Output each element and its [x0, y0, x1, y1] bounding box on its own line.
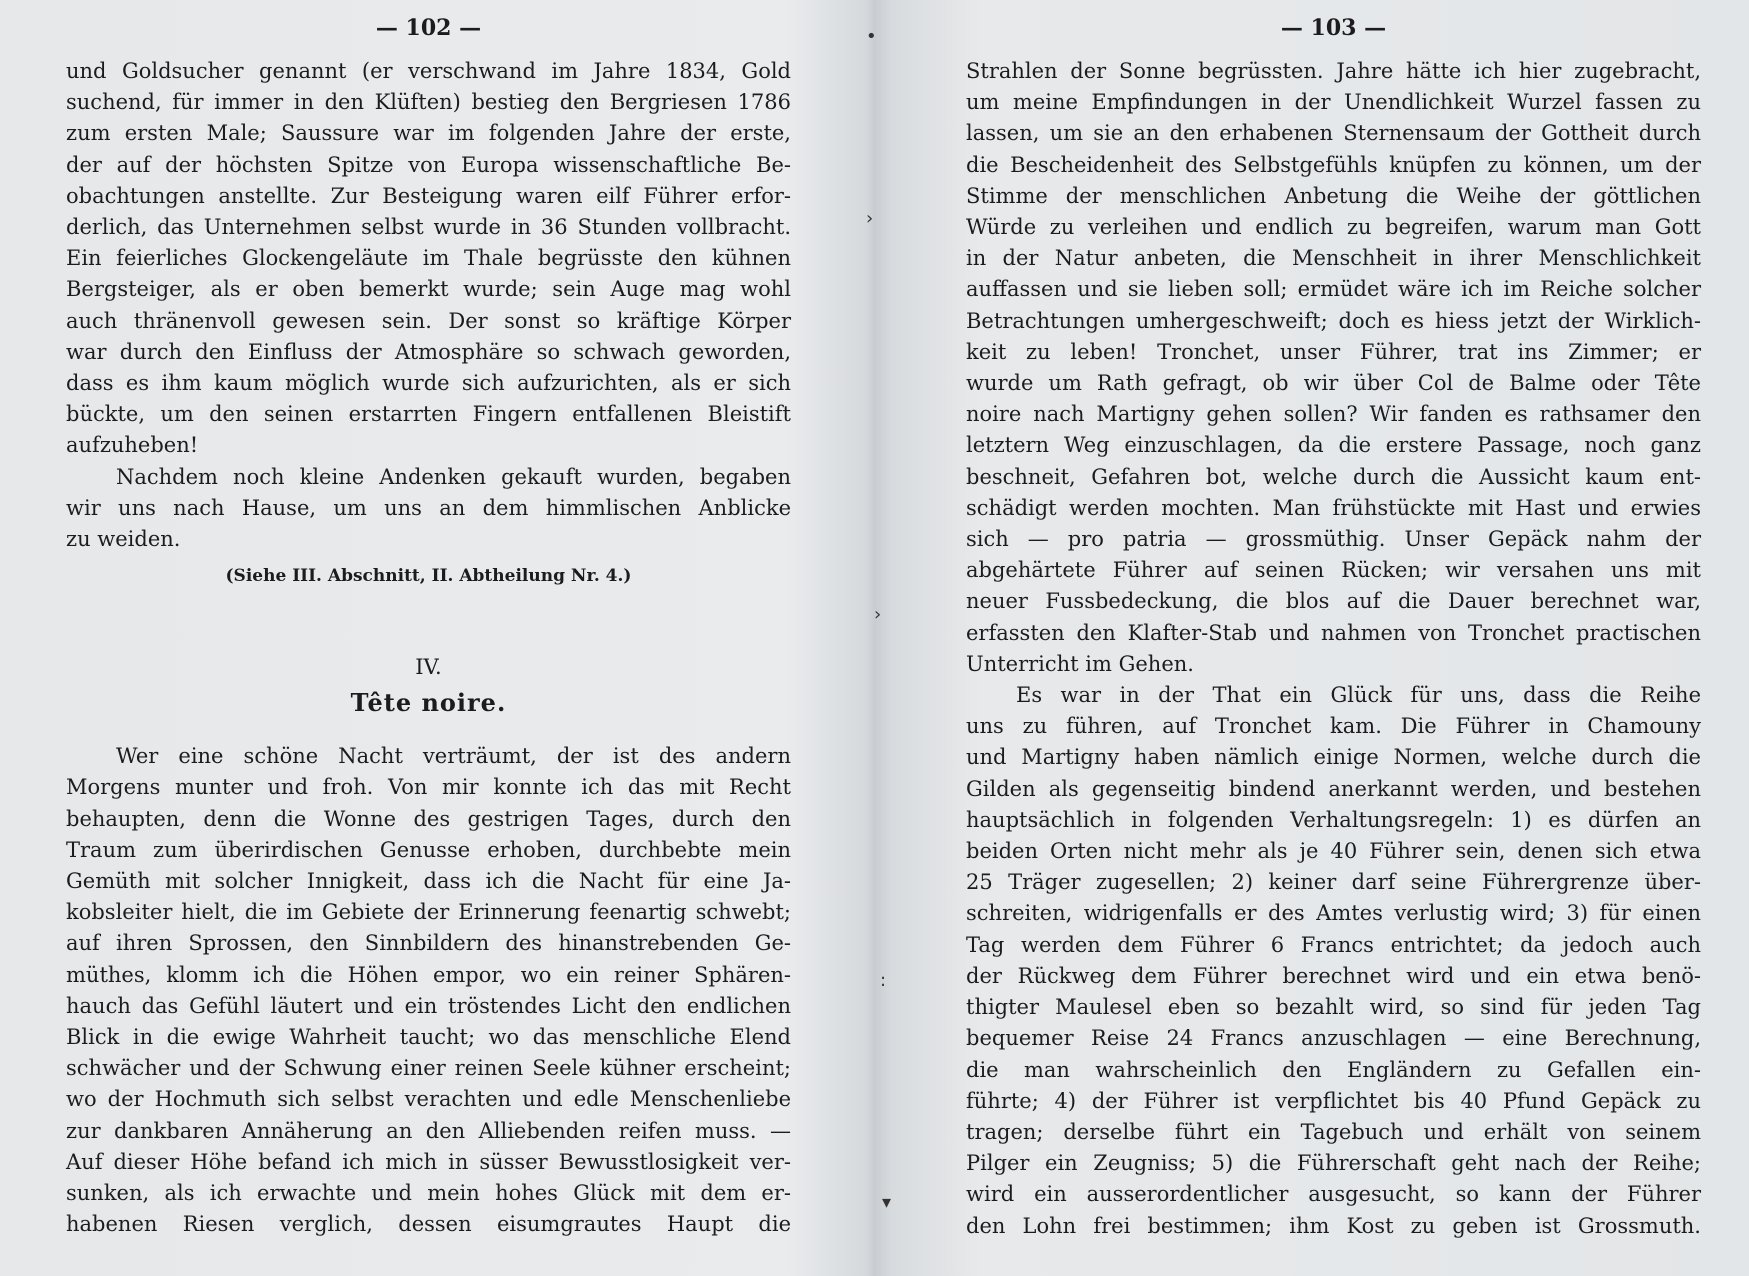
text-line: beschneit, Gefahren bot, welche durch die Aussicht kaum ent- — [966, 464, 1701, 489]
text-line: abgehärtete Führer auf seinen Rücken; wir versahen uns mit — [966, 558, 1701, 583]
text-line: 25 Träger zugesellen; 2) keiner darf seine Führergrenze über- — [966, 870, 1701, 895]
text-line: der auf der höchsten Spitze von Europa wissenschaftliche Be- — [66, 152, 791, 177]
text-line: aufzuheben! — [66, 433, 199, 458]
text-line: Würde zu verleihen und endlich zu begreifen, warum man Gott — [966, 215, 1701, 240]
text-line: Bergsteiger, als er oben bemerkt wurde; sein Auge mag wohl — [66, 277, 791, 302]
text-line: der Rückweg dem Führer berechnet wird und ein etwa benö- — [966, 963, 1701, 988]
text-line: tragen; derselbe führt ein Tagebuch und erhält von seinem — [966, 1119, 1701, 1144]
text-line: wo der Hochmuth sich selbst verachten und edle Menschenliebe — [66, 1087, 791, 1112]
paragraph — [66, 462, 791, 556]
text-line: zum ersten Male; Saussure war im folgenden Jahre der erste, — [66, 121, 791, 146]
text-line: die man wahrscheinlich den Engländern zu Gefallen ein- — [966, 1057, 1701, 1082]
text-line: führte; 4) der Führer ist verpflichtet bis 40 Pfund Gepäck zu — [966, 1088, 1701, 1113]
text-line: sunken, als ich erwachte und mein hohes Glück mit dem er- — [66, 1181, 791, 1206]
text-line: thigter Maulesel eben so bezahlt wird, so sind für jeden Tag — [966, 995, 1701, 1020]
text-line: Es war in der That ein Glück für uns, dass die Reihe — [1016, 683, 1701, 708]
text-line: Traum zum überirdischen Genusse erhoben, durchbebte mein — [66, 837, 791, 862]
text-line: Betrachtungen umhergeschweift; doch es hiess jetzt der Wirklich- — [966, 308, 1701, 333]
gutter-speck: • — [866, 26, 877, 47]
text-line: keit zu leben! Tronchet, unser Führer, trat ins Zimmer; er — [966, 339, 1701, 364]
text-line: neuer Fussbedeckung, die blos auf die Dauer berechnet war, — [966, 589, 1701, 614]
text-line: Auf dieser Höhe befand ich mich in süsser Bewusstlosigkeit ver- — [66, 1149, 791, 1174]
text-line: habenen Riesen verglich, dessen eisumgrautes Haupt die — [66, 1212, 791, 1237]
text-line: hauptsächlich in folgenden Verhaltungsregeln: 1) es dürfen an — [966, 807, 1701, 832]
text-line: letztern Weg einzuschlagen, da die erstere Passage, noch ganz — [966, 433, 1701, 458]
paragraph — [966, 56, 1701, 680]
text-line: wir uns nach Hause, um uns an dem himmlischen Anblicke — [66, 495, 791, 520]
left-page — [0, 0, 860, 1276]
text-line: derlich, das Unternehmen selbst wurde in 36 Stunden vollbracht. — [66, 215, 791, 240]
paragraph — [66, 741, 791, 1240]
paragraph — [66, 56, 791, 462]
text-line: Blick in die ewige Wahrheit taucht; wo das menschliche Elend — [66, 1025, 791, 1050]
text-line: zu weiden. — [66, 527, 181, 552]
text-line: sich — pro patria — grossmüthig. Unser Gepäck nahm der — [966, 527, 1701, 552]
gutter-speck: ▾ — [882, 1192, 892, 1213]
text-line: Gilden als gegenseitig bindend anerkannt werden, und bestehen — [966, 776, 1701, 801]
page-number: — 103 — — [1280, 15, 1387, 41]
text-line: behaupten, denn die Wonne des gestrigen Tages, durch den — [66, 806, 791, 831]
text-line: Gemüth mit solcher Innigkeit, dass ich die Nacht für eine Ja- — [66, 869, 791, 894]
text-line: schreiten, widrigenfalls er des Amtes verlustig wird; 3) für einen — [966, 901, 1701, 926]
text-line: bequemer Reise 24 Francs anzuschlagen — eine Berechnung, — [966, 1026, 1701, 1051]
text-line: müthes, klomm ich die Höhen empor, wo ein reiner Sphären- — [66, 962, 791, 987]
text-line: die Bescheidenheit des Selbstgefühls knüpfen zu können, um der — [966, 152, 1701, 177]
right-page — [870, 0, 1749, 1276]
text-line: den Lohn frei bestimmen; ihm Kost zu geben ist Grossmuth. — [966, 1213, 1701, 1238]
text-line: hauch das Gefühl läutert und ein tröstendes Licht den endlichen — [66, 993, 791, 1018]
text-line: beiden Orten nicht mehr als je 40 Führer sein, denen sich etwa — [966, 839, 1701, 864]
text-line: zur dankbaren Annäherung an den Alliebenden reifen muss. — — [66, 1118, 791, 1143]
text-line: auch thränenvoll gewesen sein. Der sonst so kräftige Körper — [66, 308, 791, 333]
text-line: wurde um Rath gefragt, ob wir über Col de Balme oder Tête — [966, 371, 1701, 396]
text-line: Wer eine schöne Nacht verträumt, der ist des andern — [116, 744, 791, 769]
text-line: wird ein ausserordentlicher ausgesucht, so kann der Führer — [966, 1182, 1701, 1207]
gutter-speck: : — [880, 970, 887, 991]
text-line: Tag werden dem Führer 6 Francs entrichtet; da jedoch auch — [966, 932, 1701, 957]
text-line: Morgens munter und froh. Von mir konnte ich das mit Recht — [66, 775, 791, 800]
text-line: Pilger ein Zeugniss; 5) die Führerschaft geht nach der Reihe; — [966, 1151, 1701, 1176]
text-line: in der Natur anbeten, die Menschheit in ihrer Menschlichkeit — [966, 246, 1701, 271]
section-title: Tête noire. — [350, 688, 507, 718]
text-line: noire nach Martigny gehen sollen? Wir fanden es rathsamer den — [966, 402, 1701, 427]
text-line: kobsleiter hielt, die im Gebiete der Erinnerung feenartig schwebt; — [66, 900, 791, 925]
text-line: auffassen und sie lieben soll; ermüdet wäre ich im Reiche solcher — [966, 277, 1701, 302]
text-line: schwächer und der Schwung einer reinen Seele kühner erscheint; — [66, 1056, 791, 1081]
section-number: IV. — [415, 655, 442, 680]
text-line: und Martigny haben nämlich einige Normen, welche durch die — [966, 745, 1701, 770]
text-line: um meine Empfindungen in der Unendlichkeit Wurzel fassen zu — [966, 90, 1701, 115]
page-number: — 102 — — [375, 15, 482, 41]
text-line: schädigt werden mochten. Man frühstückte mit Hast und erwies — [966, 495, 1701, 520]
text-line: Strahlen der Sonne begrüssten. Jahre hätte ich hier zugebracht, — [966, 59, 1701, 83]
text-line: war durch den Einfluss der Atmosphäre so schwach geworden, — [66, 339, 791, 364]
gutter-speck: › — [874, 604, 882, 625]
text-line: auf ihren Sprossen, den Sinnbildern des hinanstrebenden Ge- — [66, 931, 791, 956]
text-line: erfassten den Klafter-Stab und nahmen von Tronchet practischen — [966, 620, 1701, 645]
text-line: lassen, um sie an den erhabenen Sternensaum der Gottheit durch — [966, 121, 1701, 146]
cross-reference: (Siehe III. Abschnitt, II. Abtheilung Nr. 4.) — [225, 566, 632, 587]
gutter-speck: › — [866, 208, 874, 229]
text-line: Stimme der menschlichen Anbetung die Weihe der göttlichen — [966, 183, 1701, 208]
text-line: suchend, für immer in den Klüften) bestieg den Bergriesen 1786 — [66, 90, 791, 115]
text-line: bückte, um den seinen erstarrten Fingern entfallenen Bleistift — [66, 402, 791, 427]
text-line: Unterricht im Gehen. — [966, 651, 1194, 676]
text-line: obachtungen anstellte. Zur Besteigung waren eilf Führer erfor- — [66, 183, 791, 208]
text-line: dass es ihm kaum möglich wurde sich aufzurichten, als er sich — [66, 371, 791, 396]
text-line: und Goldsucher genannt (er verschwand im Jahre 1834, Gold — [66, 59, 791, 83]
text-line: Ein feierliches Glockengeläute im Thale begrüsste den kühnen — [66, 246, 791, 271]
text-line: uns zu führen, auf Tronchet kam. Die Führer in Chamouny — [966, 714, 1701, 739]
text-line: Nachdem noch kleine Andenken gekauft wurden, begaben — [116, 464, 791, 489]
paragraph — [966, 680, 1701, 1242]
